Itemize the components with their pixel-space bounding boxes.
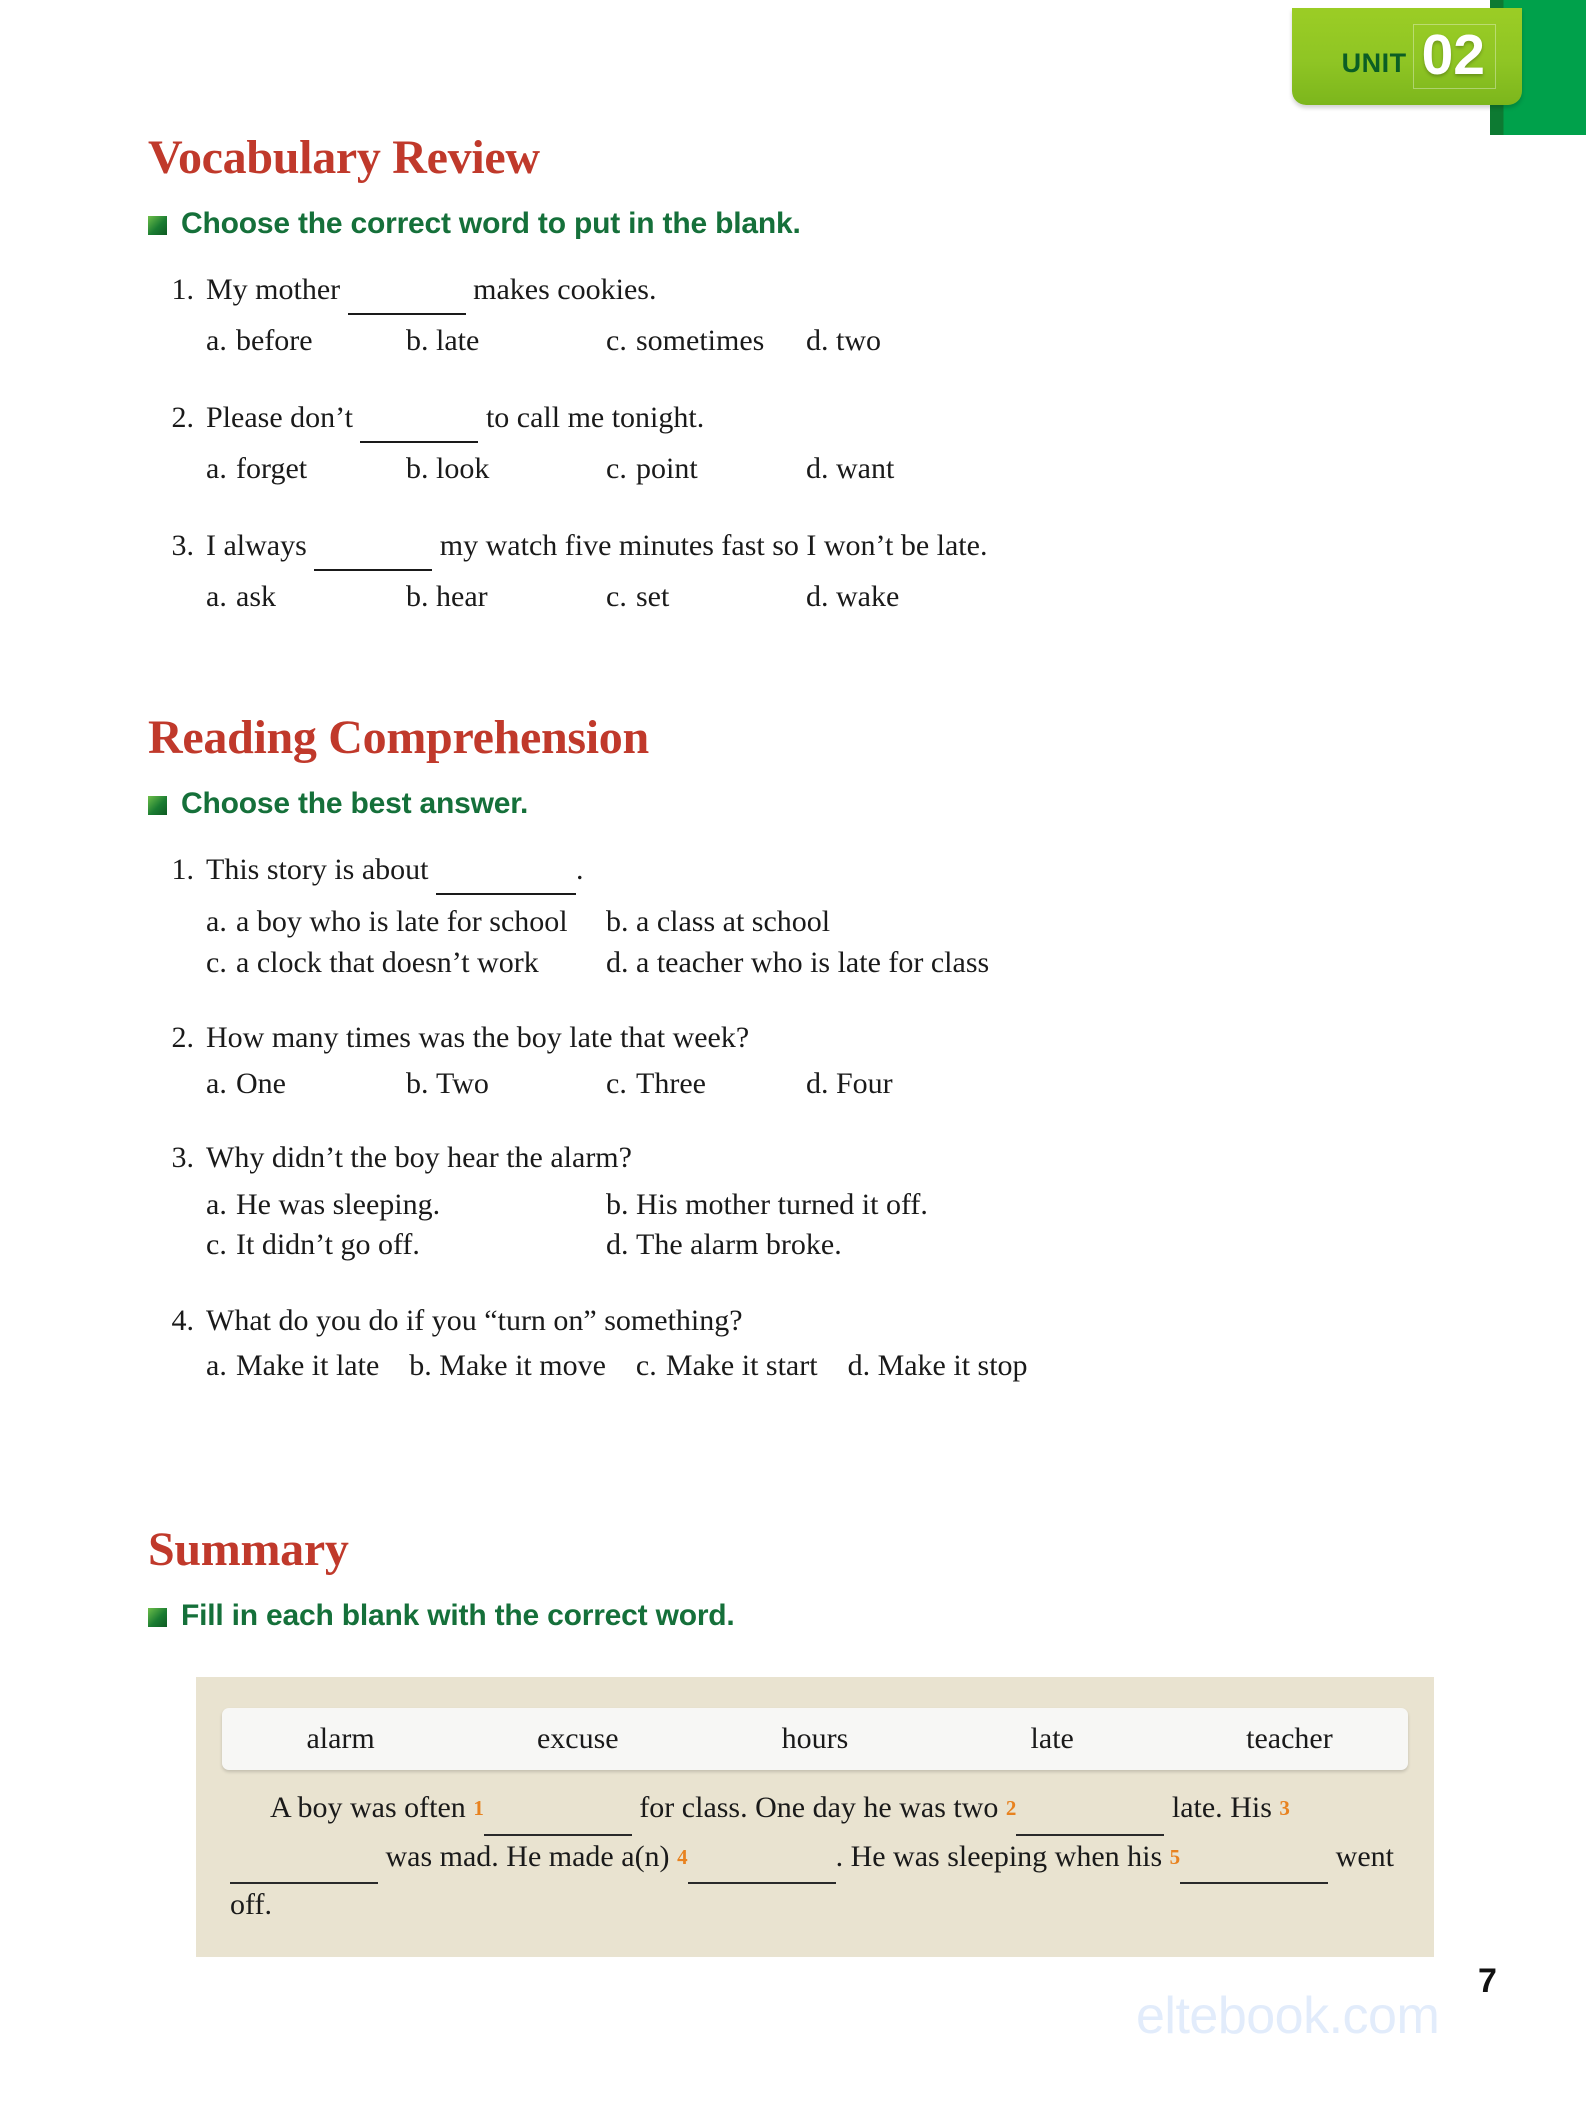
question-post: my watch five minutes fast so I won’t be late. [439,528,988,562]
option-b[interactable]: b. Make it move [409,1348,606,1382]
summary-text-7: his [1127,1839,1163,1873]
option-d[interactable]: d. Four [806,1066,893,1100]
option-b[interactable]: b. late [406,324,480,358]
blank-number-3: 3 [1279,1796,1290,1820]
option-d[interactable]: d. two [806,324,881,358]
question-number: 2. [171,400,194,434]
option-a[interactable]: a. before [206,324,313,358]
option-a[interactable]: a. ask [206,579,276,613]
page-title-reading: Reading Comprehension [148,711,649,764]
option-c[interactable]: c. Three [606,1066,706,1100]
summary-text-4: His [1230,1791,1272,1824]
reading-section [148,710,1468,1385]
question-number: 3. [171,528,194,562]
unit-label: UNIT [1341,48,1407,78]
question-item [148,1019,1468,1103]
option-a[interactable]: a. One [206,1066,286,1100]
instruction-summary [148,1599,1468,1633]
option-a[interactable]: a. forget [206,452,308,486]
option-c[interactable]: c. It didn’t go off. [206,1228,420,1262]
summary-blank-5[interactable] [1180,1840,1328,1885]
question-number: 3. [171,1141,194,1175]
summary-paragraph [230,1787,1405,1927]
summary-section [148,1522,1468,1633]
word-bank [222,1708,1408,1770]
options-row [148,1065,1468,1103]
question-text [206,851,1468,895]
question-post: makes cookies. [473,273,657,306]
word-bank-item[interactable]: excuse [536,1722,619,1755]
question-item [148,527,1448,617]
options-row [148,450,1448,488]
site-watermark: eltebook.com [1136,1987,1440,2045]
instruction-reading [148,787,1468,821]
question-text: Why didn’t the boy hear the alarm? [206,1141,632,1175]
question-item [148,1139,1468,1265]
options-row [148,1347,1468,1385]
blank-number-4: 4 [677,1844,688,1869]
option-d[interactable]: d. want [806,452,895,486]
word-bank-item[interactable]: hours [781,1722,849,1755]
option-d[interactable]: d. Make it stop [847,1348,1028,1382]
instruction-text: Choose the best answer. [181,787,529,820]
option-b[interactable]: b. hear [406,579,488,613]
answer-blank[interactable] [348,275,466,315]
question-text [206,527,1448,571]
answer-blank[interactable] [314,531,432,571]
option-b[interactable]: b. Two [406,1066,489,1100]
summary-blank-1[interactable] [484,1791,632,1836]
summary-text-6: . He was sleeping when [835,1839,1120,1873]
blank-number-2: 2 [1005,1796,1017,1820]
question-pre: This story is about [206,853,429,886]
summary-blank-4[interactable] [688,1840,836,1885]
question-text [206,399,1448,443]
summary-blank-2[interactable] [1016,1791,1164,1836]
option-b[interactable]: b. look [406,452,490,486]
question-text: How many times was the boy late that week? [206,1021,750,1055]
page-title-summary: Summary [148,1523,349,1576]
question-post: . [576,853,584,886]
blank-number-5: 5 [1169,1844,1181,1869]
options-grid [148,902,1468,983]
instruction-vocabulary [148,207,1448,241]
question-item [148,271,1448,361]
answer-blank[interactable] [360,403,478,443]
option-d[interactable]: d. a teacher who is late for class [606,945,990,979]
word-bank-item[interactable]: teacher [1246,1722,1333,1755]
option-a[interactable]: a. He was sleeping. [206,1187,441,1221]
option-c[interactable]: c. sometimes [606,324,765,358]
option-c[interactable]: c. Make it start [635,1348,818,1382]
question-text [206,271,1448,315]
question-pre: My mother [206,273,341,306]
question-number: 2. [171,1021,194,1055]
question-pre: I always [206,528,307,562]
options-row [148,322,1448,360]
options-row [148,578,1448,616]
square-bullet-icon [148,796,167,815]
question-item [148,1302,1468,1386]
instruction-text: Fill in each blank with the correct word. [181,1599,735,1632]
square-bullet-icon [148,1608,167,1627]
question-number: 1. [171,273,194,306]
question-number: 4. [171,1303,194,1337]
summary-text-2: for class. One day he was two [639,1791,999,1824]
summary-text-3: late. [1171,1791,1223,1824]
question-item [148,851,1468,983]
summary-text-5: was mad. He made a(n) [385,1839,670,1873]
option-b[interactable]: b. a class at school [606,905,831,939]
summary-blank-3[interactable] [230,1840,378,1885]
vocabulary-section [148,130,1448,616]
question-number: 1. [171,853,194,886]
option-c[interactable]: c. point [606,452,698,486]
option-b[interactable]: b. His mother turned it off. [606,1187,928,1221]
question-post: to call me tonight. [485,400,705,434]
word-bank-item[interactable]: late [1030,1722,1074,1755]
question-item [148,399,1448,489]
option-a[interactable]: a. Make it late [206,1348,380,1382]
blank-number-1: 1 [473,1796,484,1820]
option-a[interactable]: a. a boy who is late for school [206,905,568,939]
page-number: 7 [1478,1962,1497,2000]
summary-panel [196,1677,1434,1957]
word-bank-item[interactable]: alarm [306,1722,375,1755]
question-text: What do you do if you “turn on” something? [206,1303,743,1337]
summary-text-1: A boy was often [270,1791,466,1824]
summary-text-8: went off. [230,1839,1394,1922]
option-d[interactable]: d. The alarm broke. [606,1228,842,1262]
unit-number: 02 [1413,24,1496,89]
answer-blank[interactable] [436,855,576,895]
option-c[interactable]: c. set [606,579,670,613]
option-d[interactable]: d. wake [806,579,900,613]
page-title-vocabulary: Vocabulary Review [148,131,540,184]
option-c[interactable]: c. a clock that doesn’t work [206,945,539,979]
question-pre: Please don’t [206,400,353,434]
square-bullet-icon [148,216,167,235]
options-grid [148,1185,1468,1266]
instruction-text: Choose the correct word to put in the blank. [181,207,801,240]
